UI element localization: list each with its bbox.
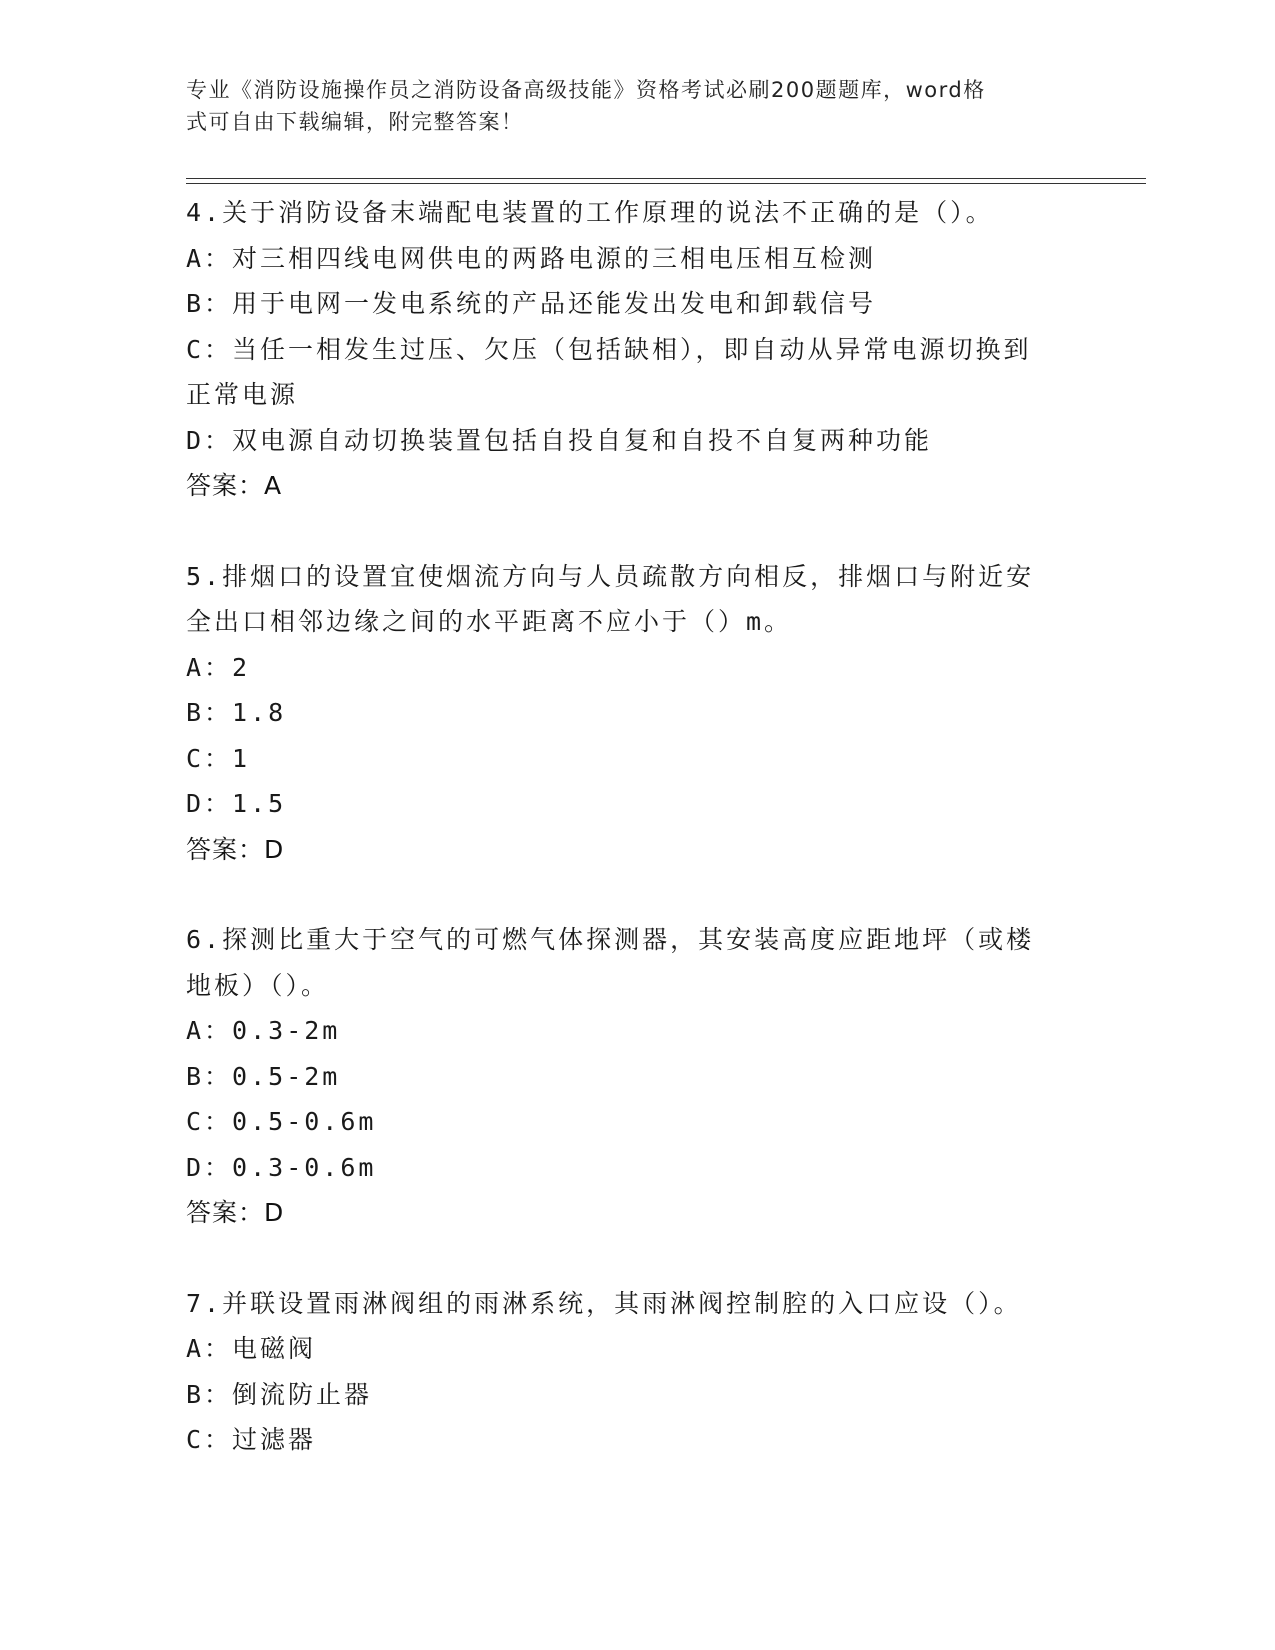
answer-option-line: B：用于电网一发电系统的产品还能发出发电和卸载信号 — [186, 289, 877, 318]
answer-option — [186, 1326, 1086, 1372]
answer-option — [186, 1008, 1086, 1054]
question-stem-line: 全出口相邻边缘之间的水平距离不应小于（）m。 — [186, 607, 793, 636]
answer-key: 答案：D — [186, 834, 285, 864]
answer-option-line: B：倒流防止器 — [186, 1379, 373, 1409]
answer-option-line: D：0.3-0.6m — [186, 1152, 377, 1182]
answer-option — [186, 690, 1086, 736]
question-stem-line: 6.探测比重大于空气的可燃气体探测器，其安装高度应距地坪（或楼 — [186, 925, 1035, 954]
question-stem-line: 7.并联设置雨淋阀组的雨淋系统，其雨淋阀控制腔的入口应设（）。 — [186, 1288, 1022, 1318]
question-stem — [186, 917, 1086, 1008]
answer-option — [186, 1372, 1086, 1418]
answer-option — [186, 281, 1086, 327]
header-line-2: 式可自由下载编辑，附完整答案！ — [186, 110, 524, 134]
header-line-1: 专业《消防设施操作员之消防设备高级技能》资格考试必刷200题题库，word格 — [186, 78, 986, 102]
header-divider-bottom — [186, 183, 1146, 184]
question-list — [186, 190, 1086, 1463]
answer-option-line: D：双电源自动切换装置包括自投自复和自投不自复两种功能 — [186, 425, 933, 455]
document-header — [186, 74, 1086, 138]
question-block — [186, 554, 1086, 873]
answer-option — [186, 1145, 1086, 1191]
question-stem-line: 4.关于消防设备末端配电装置的工作原理的说法不正确的是（）。 — [186, 198, 994, 227]
answer-option-line: 正常电源 — [186, 380, 299, 409]
answer-option-line: C：1 — [186, 743, 251, 773]
question-block — [186, 190, 1086, 509]
answer-option-line: D：1.5 — [186, 789, 287, 818]
answer-option-line: A：对三相四线电网供电的两路电源的三相电压相互检测 — [186, 243, 877, 273]
question-stem — [186, 1281, 1086, 1327]
answer-option — [186, 418, 1086, 464]
answer-option-line: C：0.5-0.6m — [186, 1107, 377, 1136]
answer-option-line: A：电磁阀 — [186, 1334, 317, 1363]
answer-option — [186, 736, 1086, 782]
answer-key: 答案：A — [186, 471, 283, 500]
answer-option-line: B：0.5-2m — [186, 1061, 341, 1091]
header-divider-top — [186, 178, 1146, 179]
answer-option-line: A：2 — [186, 652, 251, 682]
answer-option-line: B：1.8 — [186, 698, 287, 727]
question-block — [186, 1281, 1086, 1463]
answer-option — [186, 1099, 1086, 1145]
answer-option — [186, 327, 1086, 418]
question-stem-line: 地板）（）。 — [186, 970, 330, 1000]
question-stem-line: 5.排烟口的设置宜使烟流方向与人员疏散方向相反，排烟口与附近安 — [186, 561, 1035, 591]
answer-option-line: C：过滤器 — [186, 1425, 317, 1454]
answer-option — [186, 645, 1086, 691]
question-block — [186, 917, 1086, 1236]
answer-option — [186, 236, 1086, 282]
question-stem — [186, 190, 1086, 236]
answer-option — [186, 1054, 1086, 1100]
answer-key: 答案：D — [186, 1198, 285, 1227]
answer-option — [186, 781, 1086, 827]
answer-option — [186, 1417, 1086, 1463]
answer-option-line: A：0.3-2m — [186, 1016, 341, 1045]
answer-option-line: C：当任一相发生过压、欠压（包括缺相），即自动从异常电源切换到 — [186, 334, 1032, 364]
question-stem — [186, 554, 1086, 645]
